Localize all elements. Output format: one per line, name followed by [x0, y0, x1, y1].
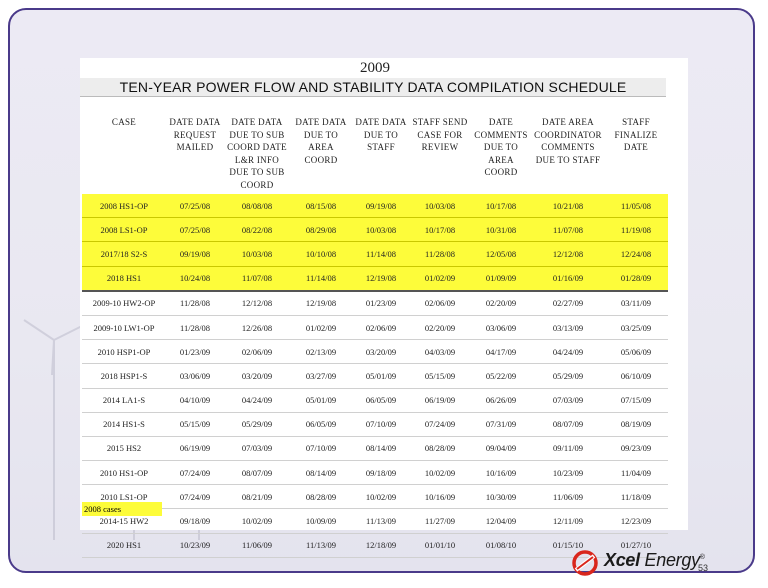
- date-cell: 08/19/09: [604, 412, 668, 436]
- date-cell: 07/10/09: [352, 412, 410, 436]
- case-name-cell: 2010 HSP1-OP: [82, 340, 166, 364]
- date-cell: 08/07/09: [532, 412, 604, 436]
- date-cell: 06/19/09: [410, 388, 470, 412]
- date-cell: 01/15/10: [532, 533, 604, 557]
- table-row: [82, 266, 668, 291]
- date-cell: 12/11/09: [532, 509, 604, 533]
- date-cell: 05/15/09: [410, 364, 470, 388]
- date-cell: 10/23/09: [532, 461, 604, 485]
- registered-mark: ®: [699, 554, 705, 561]
- date-cell: 09/23/09: [604, 436, 668, 460]
- date-cell: 03/25/09: [604, 315, 668, 339]
- table-row: [82, 461, 668, 485]
- date-cell: 09/19/08: [166, 242, 224, 266]
- date-cell: 02/06/09: [224, 340, 290, 364]
- date-cell: 10/16/09: [410, 485, 470, 509]
- column-header: DATE AREA COORDINATOR COMMENTS DUE TO STAFF: [534, 117, 602, 165]
- date-cell: 07/10/09: [290, 436, 352, 460]
- date-cell: 10/21/08: [532, 194, 604, 218]
- date-cell: 02/20/09: [410, 315, 470, 339]
- date-cell: 03/20/09: [224, 364, 290, 388]
- date-cell: 01/27/10: [604, 533, 668, 557]
- case-name-cell: 2010 LS1-OP: [82, 485, 166, 509]
- date-cell: 06/05/09: [352, 388, 410, 412]
- date-cell: 10/03/08: [410, 194, 470, 218]
- schedule-table: [82, 116, 668, 558]
- date-cell: 08/29/08: [290, 218, 352, 242]
- date-cell: 03/06/09: [166, 364, 224, 388]
- date-cell: 10/23/09: [166, 533, 224, 557]
- date-cell: 12/12/08: [224, 291, 290, 316]
- table-row: [82, 194, 668, 218]
- column-header: DATE DATA DUE TO SUB COORD DATE L&R INFO DUE TO SUB COORD: [227, 117, 287, 190]
- date-cell: 02/06/09: [410, 291, 470, 316]
- date-cell: 12/04/09: [470, 509, 532, 533]
- date-cell: 12/26/08: [224, 315, 290, 339]
- date-cell: 10/09/09: [290, 509, 352, 533]
- date-cell: 08/15/08: [290, 194, 352, 218]
- date-cell: 01/02/09: [290, 315, 352, 339]
- date-cell: 12/19/08: [352, 266, 410, 291]
- date-cell: 12/18/09: [352, 533, 410, 557]
- table-row: [82, 364, 668, 388]
- date-cell: 11/13/09: [352, 509, 410, 533]
- case-name-cell: 2014-15 HW2: [82, 509, 166, 533]
- date-cell: 07/03/09: [224, 436, 290, 460]
- date-cell: 10/02/09: [352, 485, 410, 509]
- schedule-document: [80, 58, 688, 551]
- date-cell: 10/17/08: [410, 218, 470, 242]
- date-cell: 06/26/09: [470, 388, 532, 412]
- date-cell: 08/08/08: [224, 194, 290, 218]
- xcel-swoosh-icon: [570, 548, 600, 578]
- table-body: [82, 194, 668, 557]
- date-cell: 11/07/08: [532, 218, 604, 242]
- date-cell: 10/02/09: [224, 509, 290, 533]
- date-cell: 04/17/09: [470, 340, 532, 364]
- date-cell: 12/24/08: [604, 242, 668, 266]
- date-cell: 08/14/09: [290, 461, 352, 485]
- date-cell: 07/24/09: [410, 412, 470, 436]
- table-row: [82, 315, 668, 339]
- date-cell: 03/06/09: [470, 315, 532, 339]
- date-cell: 06/19/09: [166, 436, 224, 460]
- case-name-cell: 2014 HS1-S: [82, 412, 166, 436]
- case-name-cell: 2017/18 S2-S: [82, 242, 166, 266]
- date-cell: 05/01/09: [352, 364, 410, 388]
- column-header: STAFF FINALIZE DATE: [614, 117, 658, 152]
- date-cell: 12/12/08: [532, 242, 604, 266]
- date-cell: 04/24/09: [224, 388, 290, 412]
- date-cell: 10/02/09: [410, 461, 470, 485]
- case-name-cell: 2020 HS1: [82, 533, 166, 557]
- case-name-cell: 2014 LA1-S: [82, 388, 166, 412]
- date-cell: 06/05/09: [290, 412, 352, 436]
- date-cell: 08/21/09: [224, 485, 290, 509]
- table-header-row: [82, 116, 668, 194]
- date-cell: 03/13/09: [532, 315, 604, 339]
- date-cell: 02/20/09: [470, 291, 532, 316]
- date-cell: 01/28/09: [604, 266, 668, 291]
- date-cell: 12/23/09: [604, 509, 668, 533]
- case-name-cell: 2015 HS2: [82, 436, 166, 460]
- date-cell: 01/01/10: [410, 533, 470, 557]
- legend-2008-cases: 2008 cases: [82, 502, 162, 516]
- table-row: [82, 436, 668, 460]
- date-cell: 10/31/08: [470, 218, 532, 242]
- date-cell: 08/22/08: [224, 218, 290, 242]
- table-row: [82, 340, 668, 364]
- date-cell: 09/04/09: [470, 436, 532, 460]
- table-row: [82, 388, 668, 412]
- table-row: [82, 291, 668, 316]
- date-cell: 11/06/09: [224, 533, 290, 557]
- date-cell: 10/30/09: [470, 485, 532, 509]
- date-cell: 07/24/09: [166, 461, 224, 485]
- table-row: [82, 509, 668, 533]
- date-cell: 08/28/09: [290, 485, 352, 509]
- date-cell: 05/22/09: [470, 364, 532, 388]
- date-cell: 11/27/09: [410, 509, 470, 533]
- date-cell: 04/10/09: [166, 388, 224, 412]
- date-cell: 10/03/08: [352, 218, 410, 242]
- date-cell: 08/14/09: [352, 436, 410, 460]
- date-cell: 11/19/08: [604, 218, 668, 242]
- case-name-cell: 2008 LS1-OP: [82, 218, 166, 242]
- date-cell: 03/11/09: [604, 291, 668, 316]
- date-cell: 12/05/08: [470, 242, 532, 266]
- date-cell: 01/23/09: [166, 340, 224, 364]
- date-cell: 09/18/09: [166, 509, 224, 533]
- date-cell: 05/06/09: [604, 340, 668, 364]
- logo-word-xcel: Xcel: [604, 550, 640, 570]
- date-cell: 11/28/08: [166, 291, 224, 316]
- date-cell: 09/11/09: [532, 436, 604, 460]
- date-cell: 10/16/09: [470, 461, 532, 485]
- date-cell: 02/06/09: [352, 315, 410, 339]
- date-cell: 10/10/08: [290, 242, 352, 266]
- date-cell: 08/28/09: [410, 436, 470, 460]
- column-header: DATE DATA REQUEST MAILED: [169, 117, 221, 152]
- table-row: [82, 218, 668, 242]
- date-cell: 07/24/09: [166, 485, 224, 509]
- date-cell: 07/25/08: [166, 218, 224, 242]
- case-name-cell: 2018 HSP1-S: [82, 364, 166, 388]
- document-year: 2009: [360, 60, 390, 76]
- column-header: DATE COMMENTS DUE TO AREA COORD: [474, 117, 528, 177]
- date-cell: 11/13/09: [290, 533, 352, 557]
- table-row: [82, 485, 668, 509]
- date-cell: 03/27/09: [290, 364, 352, 388]
- date-cell: 12/19/08: [290, 291, 352, 316]
- date-cell: 07/03/09: [532, 388, 604, 412]
- date-cell: 02/13/09: [290, 340, 352, 364]
- table-row: [82, 412, 668, 436]
- date-cell: 11/07/08: [224, 266, 290, 291]
- case-name-cell: 2008 HS1-OP: [82, 194, 166, 218]
- date-cell: 05/29/09: [532, 364, 604, 388]
- date-cell: 07/31/09: [470, 412, 532, 436]
- date-cell: 11/05/08: [604, 194, 668, 218]
- date-cell: 01/16/09: [532, 266, 604, 291]
- date-cell: 11/14/08: [290, 266, 352, 291]
- date-cell: 11/04/09: [604, 461, 668, 485]
- date-cell: 10/03/08: [224, 242, 290, 266]
- date-cell: 09/19/08: [352, 194, 410, 218]
- column-header: CASE: [111, 117, 137, 127]
- page-number: 53: [698, 563, 709, 573]
- date-cell: 05/29/09: [224, 412, 290, 436]
- logo-word-energy: Energy: [639, 550, 700, 570]
- logo-wordmark: [604, 550, 705, 571]
- date-cell: 10/24/08: [166, 266, 224, 291]
- date-cell: 01/23/09: [352, 291, 410, 316]
- case-name-cell: 2010 HS1-OP: [82, 461, 166, 485]
- date-cell: 01/02/09: [410, 266, 470, 291]
- date-cell: 11/18/09: [604, 485, 668, 509]
- date-cell: 06/10/09: [604, 364, 668, 388]
- date-cell: 02/27/09: [532, 291, 604, 316]
- column-header: STAFF SEND CASE FOR REVIEW: [412, 117, 468, 152]
- date-cell: 07/15/09: [604, 388, 668, 412]
- date-cell: 09/18/09: [352, 461, 410, 485]
- date-cell: 05/15/09: [166, 412, 224, 436]
- column-header: DATE DATA DUE TO AREA COORD: [295, 117, 347, 165]
- date-cell: 01/09/09: [470, 266, 532, 291]
- case-name-cell: 2018 HS1: [82, 266, 166, 291]
- date-cell: 08/07/09: [224, 461, 290, 485]
- date-cell: 11/06/09: [532, 485, 604, 509]
- date-cell: 07/25/08: [166, 194, 224, 218]
- date-cell: 04/24/09: [532, 340, 604, 364]
- case-name-cell: 2009-10 LW1-OP: [82, 315, 166, 339]
- date-cell: 04/03/09: [410, 340, 470, 364]
- date-cell: 11/28/08: [166, 315, 224, 339]
- table-row: [82, 242, 668, 266]
- date-cell: 10/17/08: [470, 194, 532, 218]
- document-title: TEN-YEAR POWER FLOW AND STABILITY DATA COMPILATION SCHEDULE: [80, 78, 666, 97]
- date-cell: 11/14/08: [352, 242, 410, 266]
- case-name-cell: 2009-10 HW2-OP: [82, 291, 166, 316]
- column-header: DATE DATA DUE TO STAFF: [355, 117, 407, 152]
- date-cell: 05/01/09: [290, 388, 352, 412]
- date-cell: 01/08/10: [470, 533, 532, 557]
- date-cell: 11/28/08: [410, 242, 470, 266]
- date-cell: 03/20/09: [352, 340, 410, 364]
